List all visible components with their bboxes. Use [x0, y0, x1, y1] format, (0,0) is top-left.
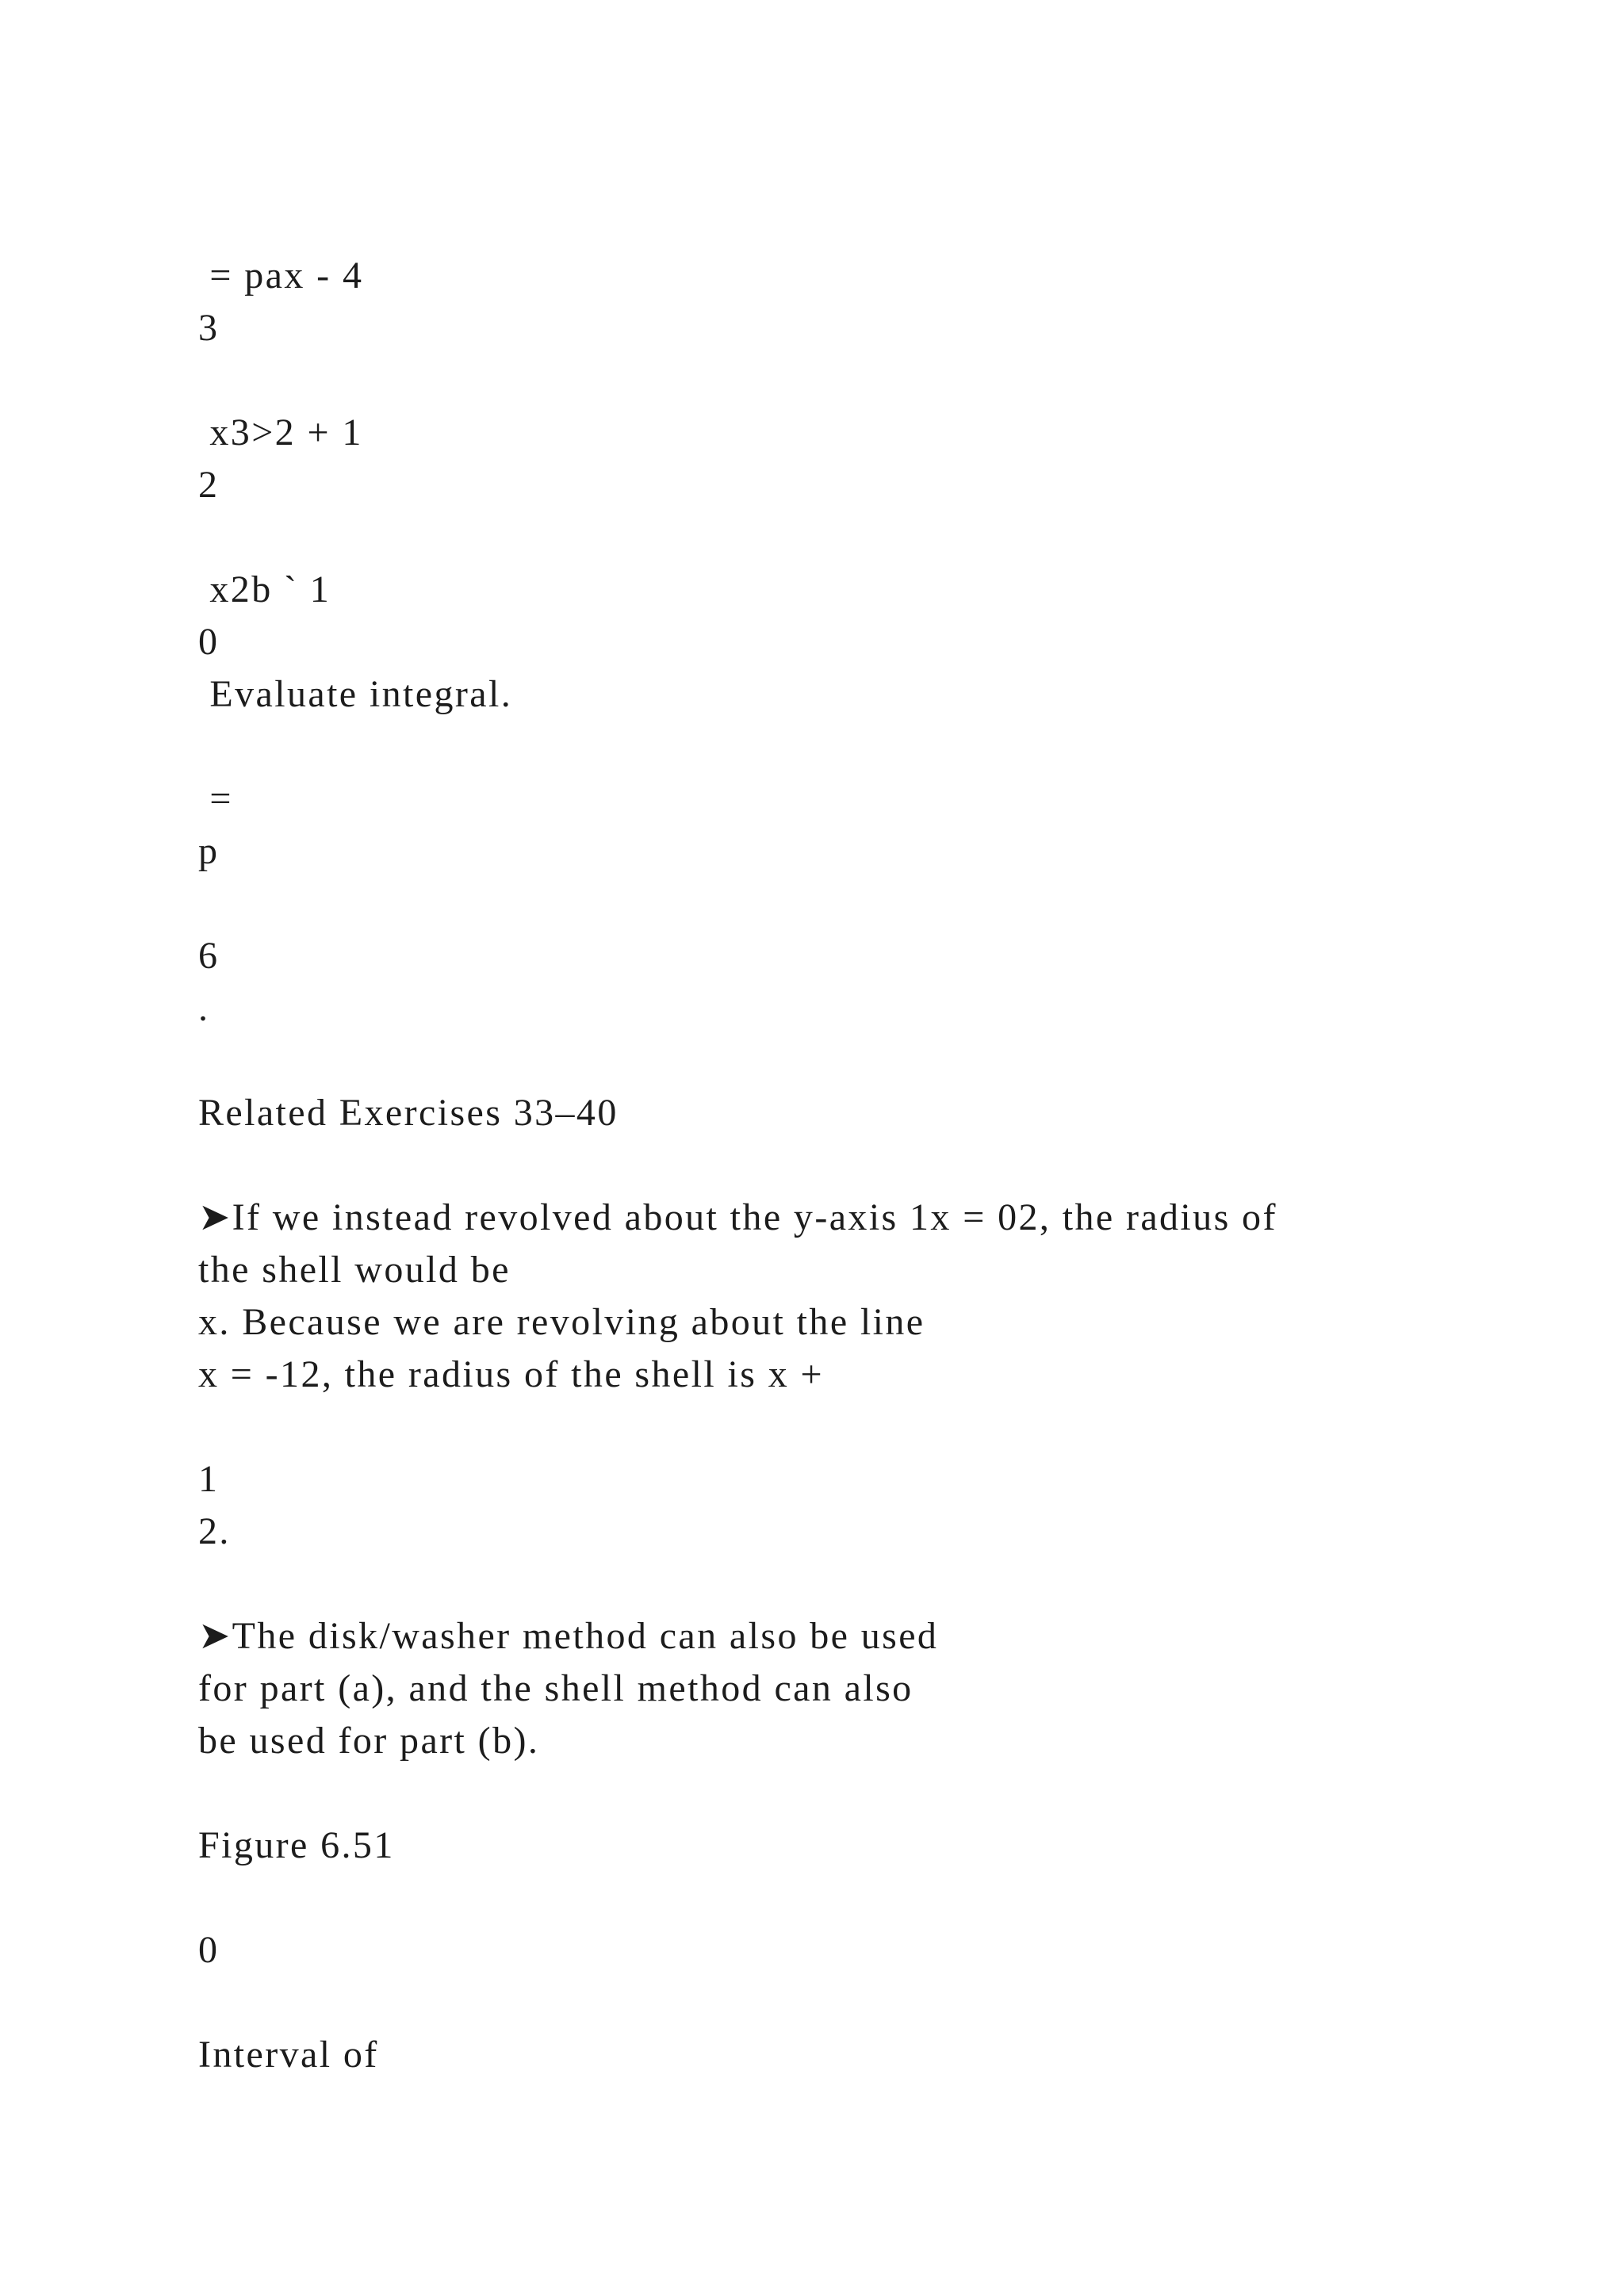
text-line-22: Figure 6.51: [198, 1824, 395, 1866]
text-line-1: = pax - 4: [198, 254, 364, 297]
text-line-24: Interval of: [198, 2034, 379, 2076]
text-line-20: for part (a), and the shell method can also: [198, 1667, 914, 1709]
text-line-21: be used for part (b).: [198, 1720, 540, 1762]
text-line-6: 0: [198, 621, 220, 663]
text-line-7: Evaluate integral.: [198, 673, 513, 715]
text-line-19: ➤The disk/washer method can also be used: [198, 1615, 939, 1657]
text-line-15: x. Because we are revolving about the line: [198, 1301, 925, 1343]
text-line-9: p: [198, 830, 220, 872]
text-line-23: 0: [198, 1929, 220, 1971]
text-line-18: 2.: [198, 1510, 231, 1552]
text-line-12: Related Exercises 33–40: [198, 1092, 619, 1134]
text-line-2: 3: [198, 307, 220, 349]
text-line-4: 2: [198, 464, 220, 506]
text-line-5: x2b ` 1: [198, 568, 331, 610]
text-line-11: .: [198, 987, 210, 1029]
text-line-16: x = -12, the radius of the shell is x +: [198, 1353, 824, 1395]
text-line-17: 1: [198, 1458, 220, 1500]
text-line-14: the shell would be: [198, 1249, 511, 1291]
text-line-10: 6: [198, 935, 220, 977]
text-line-8: =: [198, 778, 233, 820]
text-line-3: x3>2 + 1: [198, 411, 363, 453]
text-line-13: ➤If we instead revolved about the y-axis 1x = 02, the radius of: [198, 1196, 1277, 1238]
